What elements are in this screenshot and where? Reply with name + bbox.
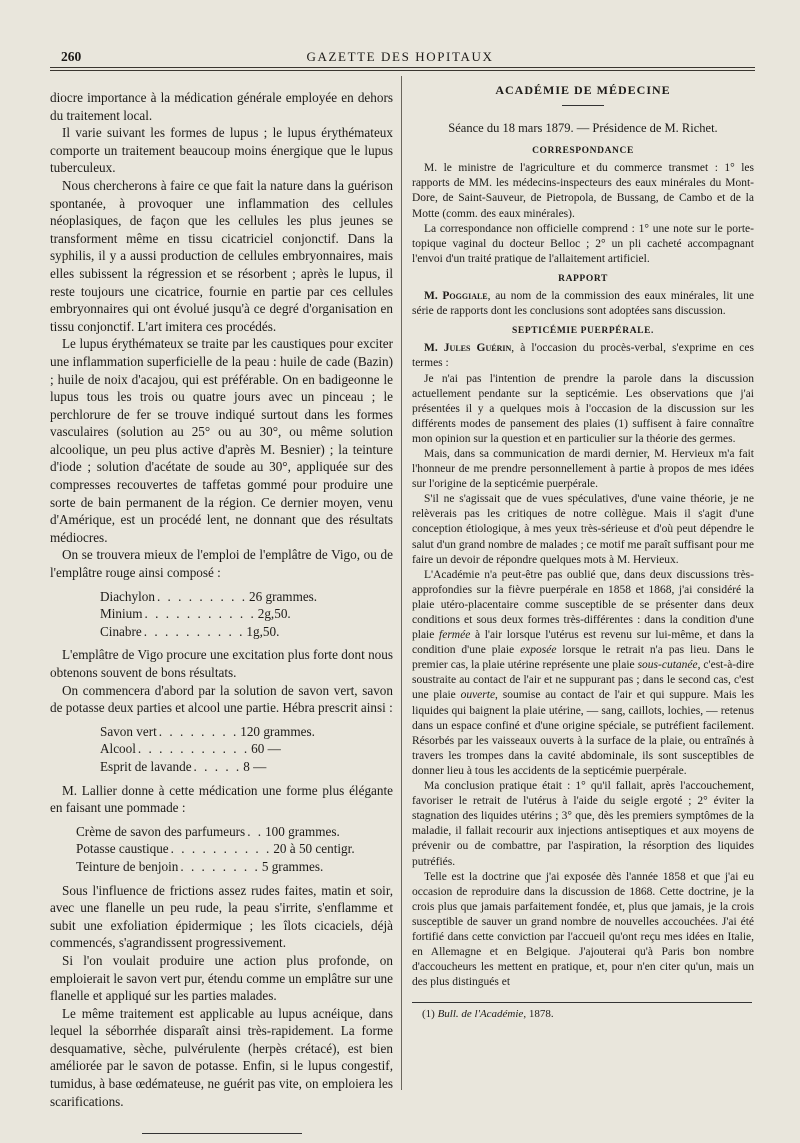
paragraph: Ma conclusion pratique était : 1° qu'il fallait, après l'accouchement, favoriser le retrait de l'utérus à l'aide du seigle ergoté ; 2° éviter la stagnation des liquides utérins ; 3° que, dès les premiers symptômes de la maladie, il fallait recourir aux injections antiseptiques et aux moyens de prévenir ou de combattre, par l'aspiration, la résorption des liquides putréfiés. [412,780,754,868]
end-ornament [50,1124,393,1142]
paragraph: Le même traitement est applicable au lupus acnéique, dans lequel la séborrhée disparaît ainsi très-rapidement. La forme desquamative, sèche, pulvérulente (herpès crétacé), est bien améliorée par le savon de potasse. Enfin, si le lupus congestif, tumidus, à base œdémateuse, ne guérit pas vite, on emploiera les scarifications. [50,1005,393,1109]
paragraph: La correspondance non officielle comprend : 1° une note sur le porte-topique vaginal du docteur Belloc ; 2° un pli cacheté accompagnant l'envoi d'un traité pratique de l'allaitement artificiel. [412,222,754,265]
right-column [412,80,754,1021]
header-rule-thick [50,70,755,71]
recipe-line: Teinture de benjoin . . . . . . . . 5 grammes. [76,858,324,874]
paragraph: Mais, dans sa communication de mardi dernier, M. Hervieux m'a fait l'honneur de me prendre personnellement à partie à propos de mes idées sur l'origine de la septicémie puerpérale. [412,447,754,491]
journal-title: GAZETTE DES HOPITAUX [306,49,494,64]
recipe-line: Potasse caustique . . . . . . . . . . 20 à 50 centigr. [76,841,355,857]
paragraph: Sous l'influence de frictions assez rudes faites, matin et soir, avec une flanelle un peu rude, la peau s'irrite, s'enflamme et subit une exfoliation épidermique ; les îlots cicaciels, déjà commencés, s'agrandissent progressivement. [50,882,393,951]
recipe-emplatre-rouge [50,588,393,641]
recipe-lallier [50,823,393,876]
recipe-line: Diachylon . . . . . . . . . 26 grammes. [100,588,318,604]
paragraph: Nous chercherons à faire ce que fait la nature dans la guérison spontanée, à provoquer une inflammation des cellules néoplasiques, de façon que les cellules les plus jeunes se transforment même en tissu cicatriciel conjonctif. Dans la syphilis, il y a aussi production de cellules embryonnaires, mais elles subissent la régression et se résorbent ; après le lupus, il reste toujours une cicatrice, fournie en partie par ces cellules embryonnaires qui ont évolué jusqu'à ce degré d'organisation en tissu conjonctif. L'art imitera ces procédés. [50,177,393,334]
heading-rule [562,105,604,106]
subsection-title: SEPTICÉMIE PUERPÉRALE. [512,326,654,337]
footnote-rule [412,1002,752,1003]
paragraph: M. le ministre de l'agriculture et du commerce transmet : 1° les rapports de MM. les médecins-inspecteurs des eaux minérales du Mont-Dore, de Saint-Sauveur, de Pietropola, de Bussang, de Cambo et de la Motte (comm. des eaux minérales). [412,162,754,220]
speaker-name: M. Jules Guérin [424,342,512,355]
paragraph: Telle est la doctrine que j'ai exposée dès l'année 1858 et que j'ai eu occasion de reproduire dans la discussion de 1868. Cette doctrine, je la crois plus que jamais parfaitement fondée, et, plus que jamais, je la crois susceptible de sauver un grand nombre de nouvelles accouchées. J'ai été fortifié dans cette conviction par l'accueil qu'ont reçu mes idées en Italie, en Allemagne et en Belgique. J'ajouterai qu'à Paris bon nombre d'accoucheurs les mettent en pratique, et, pour n'en citer qu'un, mais un des plus distingués et [412,870,754,989]
recipe-line: Crème de savon des parfumeurs . . 100 grammes. [76,823,340,839]
recipe-line: Esprit de lavande . . . . . 8 — [100,758,267,774]
paragraph: M. Poggiale, au nom de la commission des eaux minérales, lit une série de rapports dont les conclusions sont adoptées sans discussion. [412,290,755,318]
recipe-line: Cinabre . . . . . . . . . . 1g,50. [100,623,280,639]
left-column [50,89,393,1142]
paragraph: Je n'ai pas l'intention de prendre la parole dans la discussion actuellement pendante sur la septicémie. Les observations que j'ai présentées il y a quelques mois à l'occasion de la discussion sur les différents modes de pansement des plaies (1) suffisent à faire connaître mon opinion sur la question et en particulier sur la théorie des germes. [412,372,754,445]
session-line: Séance du 18 mars 1879. — Présidence de M. Richet. [448,121,718,136]
subsection-title: RAPPORT [558,273,608,284]
page-number: 260 [61,49,82,64]
column-divider [401,76,402,1090]
paragraph: On commencera d'abord par la solution de savon vert, savon de potasse deux parties et alcool une partie. Hébra prescrit ainsi : [50,682,393,716]
recipe-line: Alcool . . . . . . . . . . . 60 — [100,741,281,757]
header-rule-thin [50,67,755,68]
speaker-name: M. Poggiale [424,290,488,303]
section-heading: ACADÉMIE DE MÉDECINE [495,83,671,97]
recipe-hebra [50,723,393,776]
paragraph: Il varie suivant les formes de lupus ; le lupus érythémateux comporte un traitement beaucoup moins énergique que le lupus tuberculeux. [50,125,393,176]
paragraph: M. Lallier donne à cette médication une forme plus élégante en faisant une pommade : [50,782,393,816]
recipe-line: Savon vert . . . . . . . . 120 grammes. [100,723,315,739]
paragraph: S'il ne s'agissait que de vues spéculatives, d'une vaine théorie, je ne relèverais pas les critiques de notre collègue. Mais il s'agit d'une conception étiologique, à mes yeux très-sérieuse et d'où peut dépendre le salut d'un grand nombre de malades ; ce motif me paraît suffisant pour me faire un devoir de répondre quelques mots à M. Hervieux. [412,493,754,566]
paragraph: M. Jules Guérin, à l'occasion du procès-verbal, s'exprime en ces termes : [412,342,754,370]
paragraph: L'Académie n'a peut-être pas oublié que, dans deux discussions très-approfondies sur la fièvre puerpérale en 1858 et 1868, j'ai considéré la plaie utéro-placentaire comme susceptible de se présenter dans deux conditions et sous deux formes très-différentes : dans la condition d'une plaie fermée à l'air lorsque l'utérus est revenu sur lui-même, et dans la condition d'une plaie exposée lorsque le retrait n'a pas lieu. Dans le premier cas, la plaie utérine représente une plaie sous-cutanée, c'est-à-dire soustraite au contact de l'air et ne suppurant pas ; dans le second cas, c'est une plaie ouverte, soumise au contact de l'air et qui suppure. Mais les liquides qui baignent la plaie utérine, — sang, caillots, lochies, — retenus dans un espace confiné et d'une origine spéciale, se putréfient facilement. Résorbés par les vaisseaux ouverts à la surface de la plaie, ou entraînés à travers les trompes dans la cavité abdominale, ils sont susceptibles de donner lieu à tous les accidents de la septicémie puerpérale. [412,568,755,777]
footnote: (1) Bull. de l'Académie, 1878. [422,1008,554,1021]
paragraph: L'emplâtre de Vigo procure une excitation plus forte dont nous obtenons souvent de bons résultats. [50,647,393,680]
paragraph: diocre importance à la médication générale employée en dehors du traitement local. [50,90,393,123]
recipe-line: Minium . . . . . . . . . . . 2g,50. [100,606,291,622]
subsection-title: CORRESPONDANCE [532,146,634,157]
paragraph: On se trouvera mieux de l'emploi de l'emplâtre de Vigo, ou de l'emplâtre rouge ainsi composé : [50,547,393,581]
paragraph: Le lupus érythémateux se traite par les caustiques pour exciter une inflammation superficielle de la peau : huile de cade (Bazin) ; huile de noix d'acajou, qui est préférable. On en badigeonne le lupus tous les trois ou quatre jours avec un pinceau ; le perchlorure de fer se trouve indiqué surtout dans les formes vasculaires (solution au 25° ou au 30°, ou même solution alcoolique, un peu plus active d'après M. Besnier) ; la teinture d'iode ; solution d'acétate de soude au 30°, appliquée sur des compresses recouvertes de taffetas gommé pour produire une sorte de bain permanent de la région. Ce dernier moyen, venu d'Amérique, est un procédé lent, ne donnant que des résultats médiocres. [50,336,393,545]
paragraph: Si l'on voulait produire une action plus profonde, on emploierait le savon vert pur, étendu comme un emplâtre sur une flanelle et appliqué sur les parties malades. [50,952,393,1004]
